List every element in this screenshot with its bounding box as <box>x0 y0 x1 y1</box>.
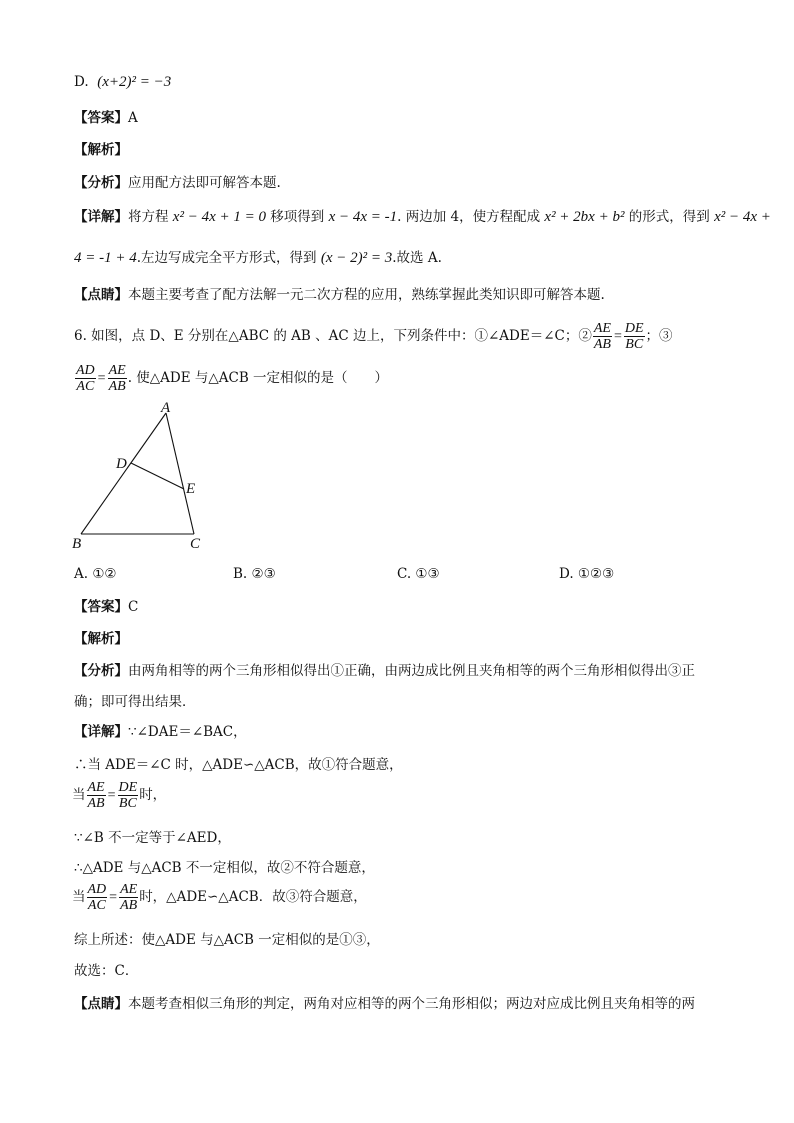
dianjing-text: 本题主要考查了配方法解一元二次方程的应用，熟练掌握此类知识即可解答本题. <box>128 287 605 303</box>
option-d-line <box>74 72 171 92</box>
math-expression: (x+2)² = −3 <box>97 74 172 90</box>
q6-fenxi-line-1 <box>74 661 695 681</box>
xiangjie-text: ∵∠DAE＝∠BAC， <box>128 724 247 740</box>
denominator: BC <box>118 796 137 811</box>
option-b: B. ②③ <box>233 566 276 582</box>
fenxi-line <box>74 173 281 193</box>
side-ac <box>166 413 194 534</box>
fenxi-tag: 【分析】 <box>74 175 128 191</box>
fraction-ae-ab <box>119 882 138 913</box>
numerator: AE <box>87 780 105 795</box>
triangle-figure <box>60 396 220 556</box>
answer-tag: 【答案】 <box>74 110 128 126</box>
text-run: 当 <box>72 889 86 905</box>
fraction-ae-ab <box>108 363 127 394</box>
q6-solution-line-6 <box>72 882 367 913</box>
answer-tag: 【答案】 <box>74 599 128 615</box>
text-run: 时， <box>139 787 167 803</box>
q6-solution-line-4: ∵∠B 不一定等于∠AED， <box>74 830 231 846</box>
denominator: AC <box>87 898 106 913</box>
xiangjie-line-1 <box>74 207 771 227</box>
text-run: .左边写成完全平方形式，得到 <box>136 250 321 266</box>
option-d: D. ①②③ <box>559 566 615 582</box>
option-label: D. <box>74 74 89 90</box>
segment-de <box>131 463 184 489</box>
vertex-d-label: D <box>116 456 127 472</box>
numerator: AD <box>87 882 107 897</box>
fenxi-tag: 【分析】 <box>74 663 128 679</box>
dianjing-tag: 【点睛】 <box>74 287 128 303</box>
q6-fenxi-line-2: 确；即可得出结果． <box>74 694 196 710</box>
equals-sign: = <box>97 370 106 386</box>
q6-stem-line-1 <box>74 321 673 352</box>
q6-solution-line-7: 综上所述：使△ADE 与△ACB 一定相似的是①③， <box>74 932 380 948</box>
xiangjie-tag: 【详解】 <box>74 724 128 740</box>
q6-stem-line-2 <box>74 363 388 394</box>
text-run: ；③ <box>645 328 673 344</box>
text-run: 时，△ADE∽△ACB．故③符合题意， <box>139 889 367 905</box>
numerator: DE <box>624 321 644 336</box>
answer-line <box>74 108 138 128</box>
vertex-c-label: C <box>190 536 201 552</box>
equals-sign: = <box>613 328 622 344</box>
xiangjie-line-2 <box>74 248 442 268</box>
q6-solution-line-3 <box>72 780 166 811</box>
math-expression: x² − 4x + 1 = 0 <box>172 209 266 225</box>
numerator: AE <box>120 882 138 897</box>
vertex-a-label: A <box>161 400 171 416</box>
text-run: 将方程 <box>128 209 173 225</box>
option-c: C. ①③ <box>397 566 440 582</box>
math-expression: x² − 4x + <box>714 209 771 225</box>
text-run: 6. 如图，点 D、E 分别在△ABC 的 AB 、AC 边上，下列条件中：①∠ADE＝∠C；② <box>74 328 592 344</box>
vertex-b-label: B <box>72 536 82 552</box>
denominator: AC <box>76 379 95 394</box>
denominator: BC <box>625 337 644 352</box>
text-run: . 两边加 4，使方程配成 <box>397 209 545 225</box>
q6-solution-line-8: 故选：C． <box>74 963 139 979</box>
denominator: AB <box>593 337 611 352</box>
xiangjie-tag: 【详解】 <box>74 209 128 225</box>
q6-analysis-tag: 【解析】 <box>74 631 128 647</box>
math-expression: x² + 2bx + b² <box>544 209 625 225</box>
vertex-e-label: E <box>186 481 196 497</box>
option-a: A. ①② <box>74 566 117 582</box>
fraction-de-bc <box>624 321 645 352</box>
text-run: .故选 A. <box>392 250 442 266</box>
fraction-ad-ac <box>75 363 96 394</box>
text-run: 移项得到 <box>265 209 329 225</box>
denominator: AB <box>87 796 105 811</box>
dianjing-text: 本题考查相似三角形的判定，两角对应相等的两个三角形相似；两边对应成比例且夹角相等的两 <box>128 996 695 1012</box>
fenxi-text: 由两角相等的两个三角形相似得出①正确，由两边成比例且夹角相等的两个三角形相似得出③正 <box>128 663 695 679</box>
q6-solution-line-2: ∴当 ADE＝∠C 时，△ADE∽△ACB，故①符合题意， <box>74 757 403 773</box>
dianjing-line <box>74 285 605 305</box>
numerator: AE <box>593 321 611 336</box>
denominator: AB <box>120 898 138 913</box>
numerator: DE <box>118 780 138 795</box>
answer-value: A <box>128 110 138 126</box>
fenxi-text: 应用配方法即可解答本题. <box>128 175 281 191</box>
answer-value: C <box>128 599 139 615</box>
fraction-ad-ac <box>87 882 108 913</box>
numerator: AE <box>108 363 126 378</box>
q6-solution-line-5: ∴△ADE 与△ACB 不一定相似，故②不符合题意， <box>74 860 375 876</box>
math-expression: 4 = -1 + 4 <box>74 250 137 266</box>
fraction-de-bc <box>118 780 139 811</box>
q6-dianjing-line <box>74 994 695 1014</box>
analysis-tag: 【解析】 <box>74 142 128 158</box>
math-expression: x − 4x = -1 <box>328 209 398 225</box>
text-run: 的形式，得到 <box>624 209 715 225</box>
equals-sign: = <box>109 889 118 905</box>
denominator: AB <box>108 379 126 394</box>
fraction-ae-ab <box>593 321 612 352</box>
text-run: . 使△ADE 与△ACB 一定相似的是（ ） <box>127 370 389 386</box>
equals-sign: = <box>107 787 116 803</box>
q6-answer-line <box>74 597 138 617</box>
dianjing-tag: 【点睛】 <box>74 996 128 1012</box>
text-run: 当 <box>72 787 86 803</box>
fraction-ae-ab <box>87 780 106 811</box>
numerator: AD <box>76 363 95 378</box>
math-expression: (x − 2)² = 3 <box>320 250 393 266</box>
q6-xiangjie-line-1 <box>74 722 247 742</box>
